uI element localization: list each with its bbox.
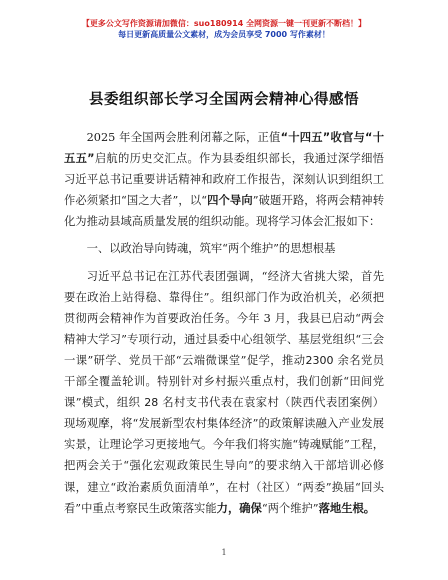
intro-text-3: ”破题开路，将两会精神转化为推动县域高质量发展的组织动能。现将学习体会汇报如下： bbox=[64, 194, 384, 229]
section1-text-2: 余名党员干部全覆盖轮训。特别针对乡村振兴重点村，我们创新“田间党课”模式，组织 bbox=[64, 353, 385, 410]
intro-text-2: 启航的历史交汇点。作为县委组织部长，我通过深学细悟习近平总书记重要讲话精神和政府工作报告，深刻认识到组织工作必须紧扣“国之大者”，以“ bbox=[64, 152, 384, 208]
header-banner bbox=[0, 18, 448, 40]
section1-bold-2: 落地生根。 bbox=[318, 501, 376, 515]
page-number: 1 bbox=[221, 548, 227, 557]
section1-text-1: 习近平总书记在江苏代表团强调，“经济大省挑大梁，首先要在政治上站得稳、靠得住”。组织部门作为政治机关，必须把贯彻两会精神作为首要政治任务。今年 3 月，我县已启动“两会精神大学习”专项行动，通过县委中心组领学、基层党组织“三会一课”研学、党员干部“云端微课堂”促学，推动 bbox=[64, 269, 384, 367]
section1-text-4: “两个维护” bbox=[261, 501, 319, 515]
banner-line-promo: 【更多公文写作资源请加微信：suo180914 全网资源一键一刊更新不断档！】 bbox=[81, 19, 367, 28]
intro-text-1: 2025 年全国两会胜利闭幕之际，正值 bbox=[86, 131, 281, 144]
banner-line-membership: 每日更新高质量公文素材，成为会员享受 7000 写作素材！ bbox=[118, 30, 330, 39]
intro-bold-1: “十四五”收官与“十五五” bbox=[64, 131, 384, 166]
section1-text-3: 名村支书代表在袁家村（陕西代表团案例）现场观摩，将“发展新型农村集体经济”的政策解读融入产业发展实景，让理论学习更接地气。今年我们将实施“铸魂赋能”工程，把两会关于“强化宏观政策民生导向”的要求纳入干部培训必修课，建立“政治素质负面清单”，在村（社区）“两委”换届“回头看”中重点考察民生政策落实能 bbox=[64, 396, 384, 515]
intro-bold-2: 四个导向 bbox=[207, 194, 253, 208]
paragraph-intro bbox=[64, 127, 384, 232]
document-body bbox=[64, 127, 384, 519]
section1-number-2: 28 bbox=[144, 396, 159, 410]
section1-number-1: 2300 bbox=[305, 353, 334, 367]
document-title: 县委组织部长学习全国两会精神心得感悟 bbox=[89, 92, 359, 108]
paragraph-section-1 bbox=[64, 266, 384, 519]
section-heading-1: 一、以政治导向铸魂，筑牢“两个维护”的思想根基 bbox=[86, 242, 336, 256]
section1-bold-1: 力，确保 bbox=[216, 501, 262, 515]
